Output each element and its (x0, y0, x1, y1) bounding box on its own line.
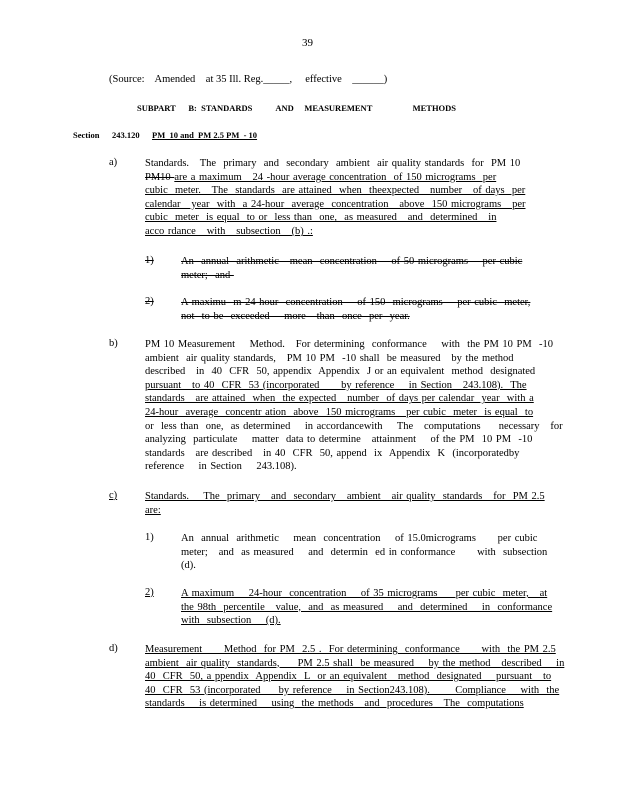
item-line: meter; and as measured and determin ed in conformance with subsection (181, 546, 548, 558)
paragraph-b-line: standards are described in 40 CFR 50, append ix Appendix K (incorporatedby (145, 447, 520, 459)
paragraph-d-line: ambient air quality standards, PM 2.5 shall be measured by the method described in (145, 657, 565, 669)
paragraph-b-line: reference in Section 243.108). (145, 461, 297, 473)
paragraph-a-line: cubic meter. The standards are attained when theexpected number of days per (145, 185, 526, 197)
inserted-text: are a maximum 24 -hour average concentration of 150 micrograms per (174, 171, 497, 183)
paragraph-d-line: 40 CFR 50, a ppendix Appendix L or an equivalent method designated pursuant to (145, 671, 552, 683)
paragraph-b-line: pursuant to 40 CFR 53 (incorporated by reference in Section 243.108). The (145, 379, 527, 391)
item-c1 (181, 532, 548, 573)
item-a2-label: 2) (145, 296, 154, 307)
paragraph-a-line: Standards. The primary and secondary ambient air quality standards for PM 10 (145, 158, 521, 169)
item-line: An annual arithmetic mean concentration of 15.0micrograms per cubic (181, 533, 538, 544)
item-c2-label: 2) (145, 587, 154, 598)
paragraph-d-line: Measurement Method for PM 2.5 . For determining conformance with the PM 2.5 (145, 644, 556, 655)
paragraph-a (145, 157, 540, 239)
paragraph-a-label: a) (109, 157, 118, 168)
paragraph-b-line: 24-hour average concentr ation above 150 micrograms per cubic meter is equal to (145, 406, 534, 418)
item-line: An annual arithmetic mean concentration of 50 micrograms per cubic (181, 256, 523, 267)
paragraph-a-line: acco rdance with subsection (b) .: (145, 225, 313, 237)
paragraph-b-line: or less than one, as determined in accordancewith The computations necessary for (145, 420, 563, 432)
item-c1-label: 1) (145, 532, 154, 543)
subpart-heading: SUBPART B: STANDARDS AND MEASUREMENT METHODS (137, 103, 457, 113)
item-line: (d). (181, 560, 196, 572)
section-number: 243.120 (112, 130, 140, 140)
item-line: meter; and (181, 269, 234, 281)
item-a1-label: 1) (145, 255, 154, 266)
item-line: not to be exceeded more than once per year. (181, 310, 410, 322)
paragraph-b-line: analyzing particulate matter data to determine attainment of the PM 10 PM -10 (145, 434, 533, 446)
paragraph-d-label: d) (109, 643, 118, 654)
paragraph-c-line: are: (145, 504, 161, 516)
deleted-text: PM10 (145, 171, 175, 183)
item-a1 (181, 255, 531, 282)
paragraph-b (145, 338, 563, 474)
item-line: the 98th percentile value, and as measured and determined in conformance (181, 601, 553, 613)
paragraph-b-label: b) (109, 338, 118, 349)
paragraph-d (145, 643, 565, 711)
paragraph-a-line: calendar year with a 24-hour average concentration above 150 micrograms per (145, 198, 526, 210)
page-number: 39 (302, 37, 313, 49)
paragraph-c-label: c) (109, 490, 118, 501)
paragraph-c (145, 490, 545, 517)
paragraph-d-line: 40 CFR 53 (incorporated by reference in Section243.108). Compliance with the (145, 684, 560, 696)
paragraph-b-line: standards are attained when the expected number of days per calendar year with a (145, 393, 534, 405)
paragraph-d-line: standards is determined using the methods and procedures The computations (145, 698, 524, 710)
item-line: A maximum 24-hour concentration of 35 micrograms per cubic meter, at (181, 588, 548, 599)
paragraph-b-line: described in 40 CFR 50, appendix Appendix J or an equivalent method designated (145, 366, 536, 378)
source-note: (Source: Amended at 35 Ill. Reg._____, effective ______) (109, 74, 388, 85)
item-c2 (181, 587, 553, 628)
item-line: A maximu m 24-hour concentration of 150 micrograms per cubic meter, (181, 297, 531, 308)
paragraph-a-line (145, 171, 540, 185)
paragraph-a-line: cubic meter is equal to or less than one, as measured and determined in (145, 212, 497, 224)
paragraph-c-line: Standards. The primary and secondary ambient air quality standards for PM 2.5 (145, 491, 545, 502)
section-title: PM 10 and PM 2.5 PM - 10 (152, 130, 258, 140)
item-line: with subsection (d). (181, 615, 281, 627)
paragraph-b-line: ambient air quality standards, PM 10 PM -10 shall be measured by the method (145, 352, 514, 364)
item-a2 (181, 296, 531, 323)
paragraph-b-line: PM 10 Measurement Method. For determining conformance with the PM 10 PM -10 (145, 339, 553, 350)
section-label: Section (73, 130, 100, 140)
